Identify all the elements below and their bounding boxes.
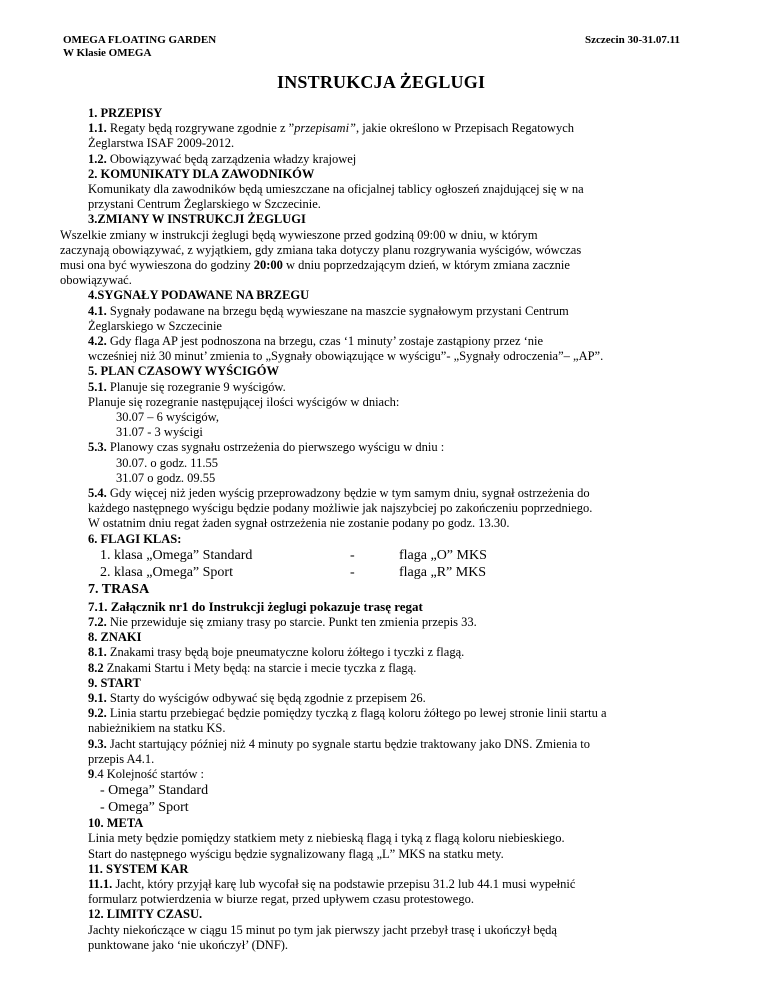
place-date: Szczecin 30-31.07.11 bbox=[585, 34, 681, 46]
paragraph-1-1: 1.1. Regaty będą rozgrywane zgodnie z ”przepisami”, jakie określono w Przepisach Regatowych bbox=[88, 121, 574, 136]
section-8-heading: 8. ZNAKI bbox=[88, 630, 142, 645]
class-dash: - bbox=[350, 547, 355, 563]
section-3-text-2: zaczynają obowiązywać, z wyjątkiem, gdy zmiana taka dotyczy planu rozgrywania wyścigów, wówczas bbox=[60, 242, 582, 257]
class-name: 1. klasa „Omega” Standard bbox=[100, 547, 253, 563]
section-3-heading: 3.ZMIANY W INSTRUKCJI ŻEGLUGI bbox=[88, 212, 306, 227]
paragraph-9-3-cont: przepis A4.1. bbox=[88, 751, 155, 766]
class-flag-row bbox=[88, 564, 738, 581]
section-10-text-2: Start do następnego wyścigu będzie sygnalizowany flagą „L” MKS na statku mety. bbox=[88, 846, 504, 861]
section-6-heading: 6. FLAGI KLAS: bbox=[88, 531, 182, 546]
section-10-heading: 10. META bbox=[88, 816, 144, 831]
section-2-text-cont: przystani Centrum Żeglarskiego w Szczecinie. bbox=[88, 197, 321, 212]
org-class: W Klasie OMEGA bbox=[63, 47, 152, 59]
section-5-heading: 5. PLAN CZASOWY WYŚCIGÓW bbox=[88, 364, 279, 379]
paragraph-11-1-cont: formularz potwierdzenia w biurze regat, przed upływem czasu protestowego. bbox=[88, 892, 474, 907]
paragraph-5-2: Planuje się rozegranie następującej ilości wyścigów w dniach: bbox=[88, 394, 400, 409]
paragraph-5-4-cont-2: W ostatnim dniu regat żaden sygnał ostrzeżenia nie zostanie podany po godz. 13.30. bbox=[88, 516, 510, 531]
paragraph-1-2: 1.2. Obowiązywać będą zarządzenia władzy krajowej bbox=[88, 151, 357, 166]
start-order-2: - Omega” Sport bbox=[100, 800, 189, 816]
paragraph-5-4: 5.4. Gdy więcej niż jeden wyścig przeprowadzony będzie w tym samym dniu, sygnał ostrzeżenia do bbox=[88, 486, 590, 501]
paragraph-4-1: 4.1. Sygnały podawane na brzegu będą wywieszane na maszcie sygnałowym przystani Centrum bbox=[88, 303, 569, 318]
section-4-heading: 4.SYGNAŁY PODAWANE NA BRZEGU bbox=[88, 288, 310, 303]
section-3-text-4: obowiązywać. bbox=[60, 273, 132, 288]
paragraph-8-2: 8.2 Znakami Startu i Mety będą: na starcie i mecie tyczka z flagą. bbox=[88, 660, 417, 675]
paragraph-11-1: 11.1. Jacht, który przyjął karę lub wycofał się na podstawie przepisu 31.2 lub 44.1 musi wypełnić bbox=[88, 876, 576, 891]
start-order-1: - Omega” Standard bbox=[100, 783, 209, 799]
paragraph-4-2: 4.2. Gdy flaga AP jest podnoszona na brzegu, czas ‘1 minuty’ zostaje zastąpiony przez ‘nie bbox=[88, 334, 544, 349]
section-2-heading: 2. KOMUNIKATY DLA ZAWODNIKÓW bbox=[88, 166, 315, 181]
paragraph-9-2: 9.2. Linia startu przebiegać będzie pomiędzy tyczką z flagą koloru żółtego po lewej stronie linii startu a bbox=[88, 706, 607, 721]
paragraph-9-4: 9.4 Kolejność startów : bbox=[88, 766, 204, 781]
document-title: INSTRUKCJA ŻEGLUGI bbox=[277, 72, 486, 92]
paragraph-9-3: 9.3. Jacht startujący później niż 4 minuty po sygnale startu będzie traktowany jako DNS. Zmienia to bbox=[88, 736, 590, 751]
paragraph-7-2: 7.2. Nie przewiduje się zmiany trasy po starcie. Punkt ten zmienia przepis 33. bbox=[88, 614, 477, 629]
plan-day-1: 30.07 – 6 wyścigów, bbox=[116, 410, 220, 425]
section-9-heading: 9. START bbox=[88, 675, 141, 690]
paragraph-5-3: 5.3. Planowy czas sygnału ostrzeżenia do pierwszego wyścigu w dniu : bbox=[88, 440, 445, 455]
paragraph-8-1: 8.1. Znakami trasy będą boje pneumatyczne koloru żółtego i tyczki z flagą. bbox=[88, 645, 465, 660]
paragraph-4-2-cont: wcześniej niż 30 minut’ zmienia to „Sygnały obowiązujące w wyścigu”- „Sygnały odroczenia”– „AP”. bbox=[88, 349, 604, 364]
section-12-heading: 12. LIMITY CZASU. bbox=[88, 907, 203, 922]
class-dash: - bbox=[350, 564, 355, 580]
class-flag: flaga „O” MKS bbox=[399, 547, 487, 563]
paragraph-4-1-cont: Żeglarskiego w Szczecinie bbox=[88, 318, 222, 333]
org-name: OMEGA FLOATING GARDEN bbox=[63, 34, 217, 46]
document-body bbox=[60, 106, 738, 953]
warning-time-1: 30.07. o godz. 11.55 bbox=[116, 455, 218, 470]
section-12-text-2: punktowane jako ‘nie ukończył’ (DNF). bbox=[88, 937, 289, 952]
paragraph-9-2-cont: nabieżnikiem na statku KS. bbox=[88, 721, 226, 736]
class-name: 2. klasa „Omega” Sport bbox=[100, 564, 233, 580]
section-2-text: Komunikaty dla zawodników będą umieszczane na oficjalnej tablicy ogłoszeń znajdującej się w na bbox=[88, 182, 584, 197]
section-10-text: Linia mety będzie pomiędzy statkiem mety z niebieską flagą i tyką z flagą koloru niebieskiego. bbox=[88, 831, 565, 846]
warning-time-2: 31.07 o godz. 09.55 bbox=[116, 470, 216, 485]
section-12-text: Jachty niekończące w ciągu 15 minut po tym jak pierwszy jacht przebył trasę i ukończył będą bbox=[88, 922, 557, 937]
paragraph-1-1-cont: Żeglarstwa ISAF 2009-2012. bbox=[88, 136, 235, 151]
section-7-1: 7.1. Załącznik nr1 do Instrukcji żeglugi pokazuje trasę regat bbox=[88, 598, 423, 614]
plan-day-2: 31.07 - 3 wyścigi bbox=[116, 425, 203, 440]
paragraph-5-1: 5.1. Planuje się rozegranie 9 wyścigów. bbox=[88, 379, 286, 394]
paragraph-5-4-cont: każdego następnego wyścigu będzie podany możliwie jak najszybciej po zakończeniu poprzedniego. bbox=[88, 501, 593, 516]
class-flag: flaga „R” MKS bbox=[399, 564, 487, 580]
section-11-heading: 11. SYSTEM KAR bbox=[88, 861, 189, 876]
section-1-heading: 1. PRZEPISY bbox=[88, 106, 163, 120]
class-flag-row bbox=[88, 547, 738, 564]
section-7-heading: 7. TRASA bbox=[88, 581, 150, 597]
section-3-text: Wszelkie zmiany w instrukcji żeglugi będą wywieszone przed godziną 09:00 w dniu, w którym bbox=[60, 227, 538, 242]
section-3-text-3: musi ona być wywieszona do godziny 20:00 w dniu poprzedzającym dzień, w którym zmiana zacznie bbox=[60, 258, 570, 273]
paragraph-9-1: 9.1. Starty do wyścigów odbywać się będą zgodnie z przepisem 26. bbox=[88, 690, 426, 705]
